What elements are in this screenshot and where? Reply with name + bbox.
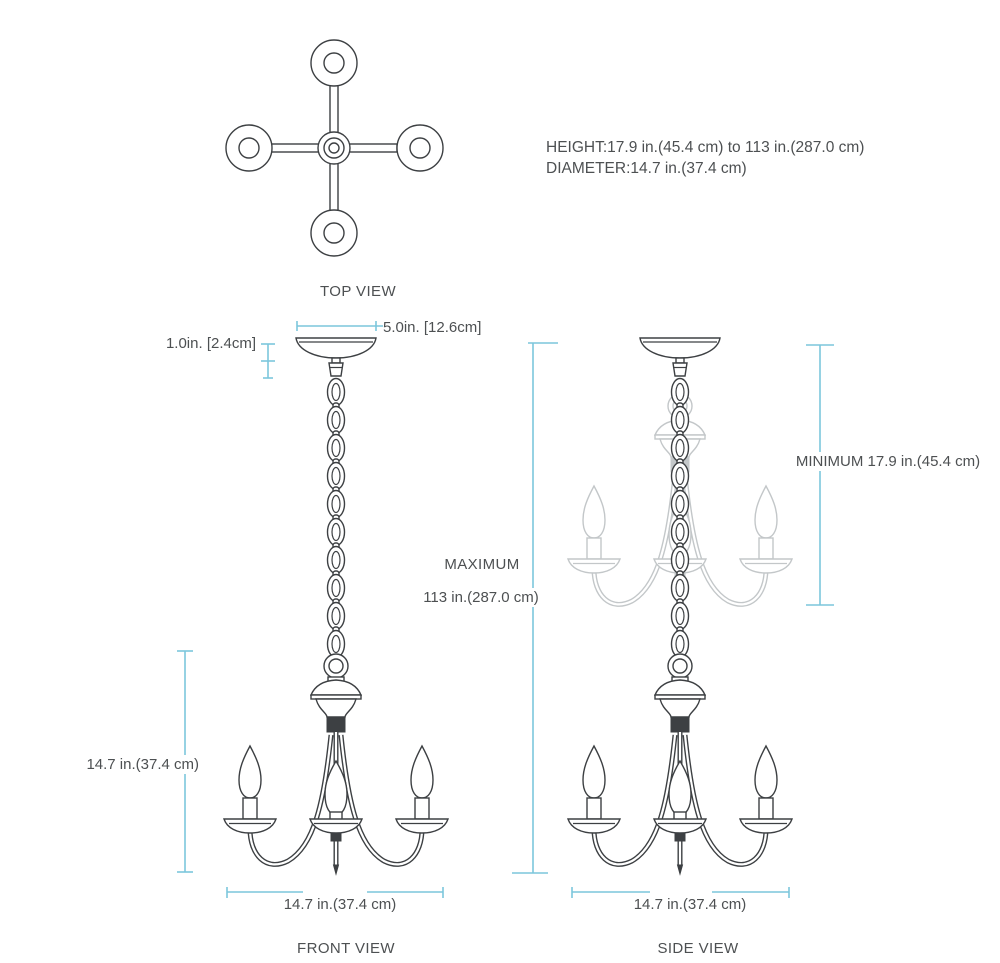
front-width-dimension-label: 14.7 in.(37.4 cm) bbox=[283, 896, 397, 913]
front-chain bbox=[328, 379, 345, 666]
side-view-label: SIDE VIEW bbox=[657, 940, 739, 957]
side-view-drawing bbox=[568, 338, 792, 874]
side-width-dimension-label: 14.7 in.(37.4 cm) bbox=[633, 896, 747, 913]
dimension-lines bbox=[177, 321, 834, 898]
canopy-width-dimension-label: 5.0in. [12.6cm] bbox=[383, 319, 482, 336]
spec-diameter: DIAMETER:14.7 in.(37.4 cm) bbox=[546, 160, 747, 177]
top-view-label: TOP VIEW bbox=[320, 283, 396, 300]
product-specs bbox=[546, 137, 864, 179]
body-height-dimension-label: 14.7 in.(37.4 cm) bbox=[62, 755, 202, 774]
maximum-dimension-value: 113 in.(287.0 cm) bbox=[401, 588, 561, 607]
side-chandelier-body bbox=[568, 654, 792, 874]
front-canopy bbox=[296, 338, 376, 376]
side-canopy bbox=[640, 338, 720, 376]
front-view-label: FRONT VIEW bbox=[297, 940, 395, 957]
canopy-height-dimension-label: 1.0in. [2.4cm] bbox=[165, 335, 256, 352]
spec-height: HEIGHT:17.9 in.(45.4 cm) to 113 in.(287.0 cm) bbox=[546, 139, 865, 156]
minimum-dimension-label: MINIMUM 17.9 in.(45.4 cm) bbox=[788, 452, 988, 471]
top-view-drawing bbox=[226, 40, 443, 256]
front-chandelier-body bbox=[224, 654, 448, 874]
side-chain bbox=[672, 379, 689, 666]
maximum-dimension-label: MAXIMUM bbox=[444, 556, 520, 573]
